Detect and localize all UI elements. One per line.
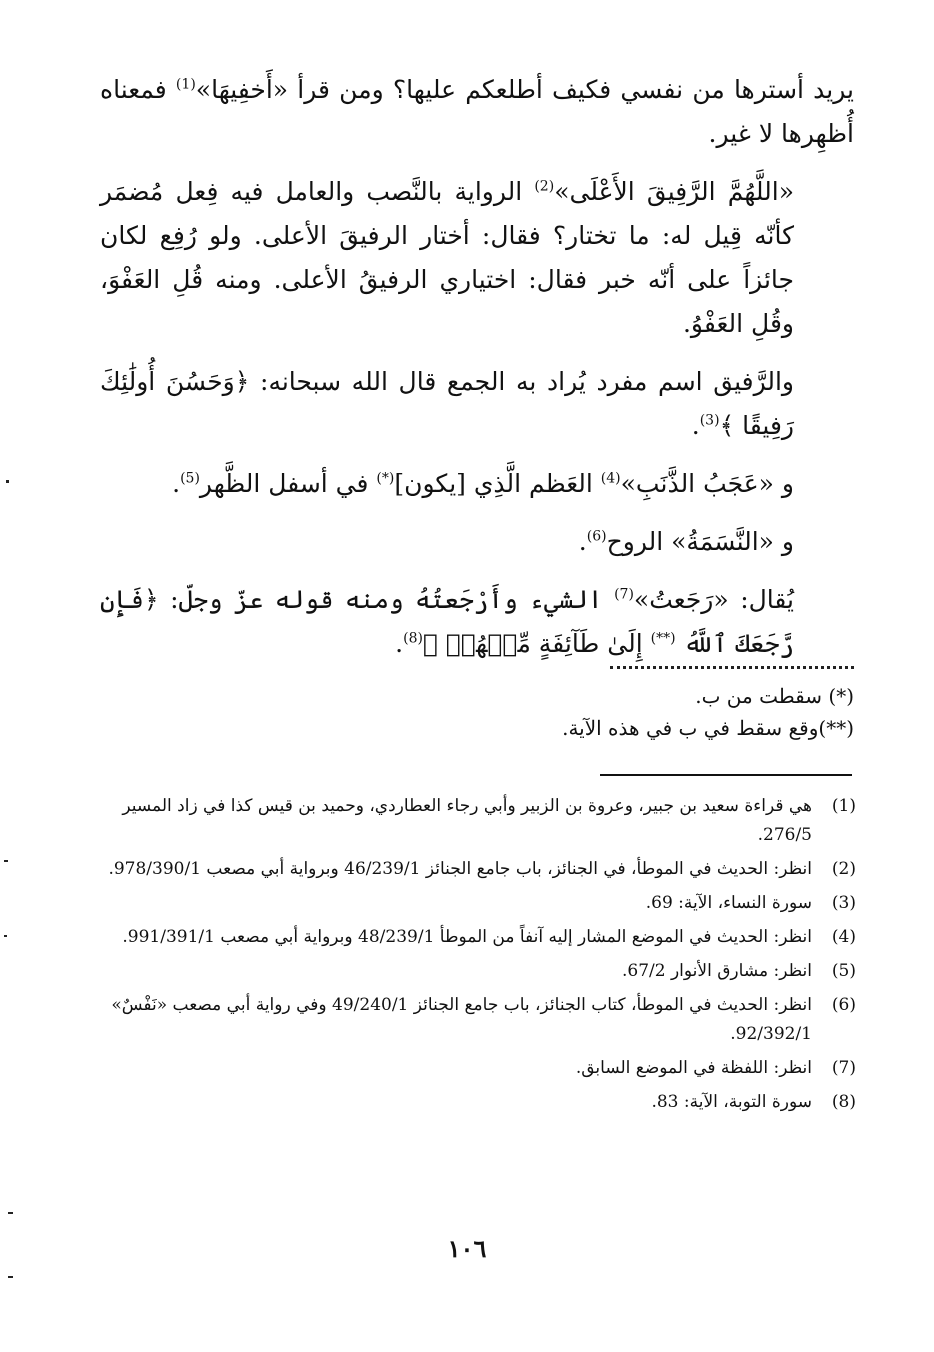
footnote xyxy=(96,923,856,952)
paragraph-text: يريد أسترها من نفسي فكيف أطلعكم عليها؟ ومن قرأ «أَخفِيهَا» xyxy=(195,75,854,104)
paragraph-5 xyxy=(100,520,854,564)
paragraph-text: . xyxy=(395,629,404,658)
note-text: وقع سقط في ب في هذه الآية. xyxy=(562,716,819,740)
footnote-number: (2) xyxy=(831,859,856,879)
page-number: ١٠٦ xyxy=(447,1234,487,1263)
footnote-text: انظر: مشارق الأنوار 67/2. xyxy=(621,961,812,981)
scan-mark xyxy=(4,935,7,937)
scan-mark xyxy=(6,480,9,483)
paragraph-2 xyxy=(100,170,854,346)
footnote xyxy=(96,889,856,918)
paragraph-text: في أسفل الظَّهر xyxy=(199,469,377,498)
main-text xyxy=(100,68,854,680)
note-mark: (*) xyxy=(828,684,854,708)
dotted-separator xyxy=(610,652,854,669)
footnotes xyxy=(96,792,856,1122)
footnote-text: انظر: الحديث في الموضع المشار إليه آنفاً من الموطأ 48/239/1 وبرواية أبي مصعب 991/391/1. xyxy=(122,927,812,947)
editor-note xyxy=(94,680,854,712)
editor-note-ref: (**) xyxy=(650,630,676,647)
editor-notes xyxy=(94,680,854,744)
footnote-number: (1) xyxy=(831,796,856,816)
footnote-text: انظر: الحديث في الموطأ، كتاب الجنائز، باب جامع الجنائز 49/240/1 وفي رواية أبي مصعب «نَفْسٌ» 92/392/1. xyxy=(111,995,812,1044)
footnote-text: سورة التوبة، الآية: 83. xyxy=(651,1092,812,1112)
paragraph-text: الرواية بالنَّصب والعامل فيه فِعل مُضمَر كأنّه قِيل له: ما تختار؟ فقال: أختار الرفيقَ الأعلى. ولو رُفِع لكان جائزاً على أنّه خبر فقال: اختياري الرفيقُ الأعلى. ومنه قُلِ العَفْوَ، وقُلِ العَفْوُ. xyxy=(100,177,794,338)
footnote-number: (7) xyxy=(831,1058,856,1078)
footnote-number: (3) xyxy=(831,893,856,913)
scan-mark xyxy=(4,860,8,862)
scan-mark xyxy=(8,1276,13,1278)
footnote-number: (4) xyxy=(831,927,856,947)
footnote-ref: (7) xyxy=(614,586,634,603)
paragraph-text: و «النَّسَمَةُ» الروح xyxy=(606,527,794,556)
paragraph-text: . xyxy=(691,411,700,440)
footnote-ref: (6) xyxy=(586,528,607,545)
footnote-text: انظر: اللفظة في الموضع السابق. xyxy=(575,1058,812,1078)
footnote-ref: (3) xyxy=(699,412,720,429)
footnote xyxy=(96,957,856,986)
footnote-number: (6) xyxy=(831,995,856,1015)
paragraph-4 xyxy=(100,462,854,506)
footnote-ref: (8) xyxy=(403,630,423,647)
paragraph-text: إِلَىٰ طَآئِفَةٍ مِّنۡهُمۡ ﴾ xyxy=(422,629,651,658)
paragraph-text: . xyxy=(172,469,181,498)
paragraph-text: و «عَجَبُ الذَّنَبِ» xyxy=(620,469,794,498)
footnote xyxy=(96,792,856,850)
paragraph-text: فمعناه أُظهِرها لا غير. xyxy=(100,75,854,148)
footnote-number: (5) xyxy=(831,961,856,981)
editor-note-ref: (*) xyxy=(376,470,395,487)
footnote-ref: (1) xyxy=(175,76,196,93)
footnote-ref: (4) xyxy=(600,470,621,487)
footnote xyxy=(96,1054,856,1083)
footnote-ref: (2) xyxy=(534,178,555,195)
paragraph-1 xyxy=(100,68,854,156)
footnote-text: انظر: الحديث في الموطأ، في الجنائز، باب جامع الجنائز 46/239/1 وبرواية أبي مصعب 978/390/1. xyxy=(108,859,812,879)
note-text: سقطت من ب. xyxy=(695,684,829,708)
note-mark: (**) xyxy=(818,716,854,740)
paragraph-text: العَظم الَّذِي [يكون] xyxy=(394,469,601,498)
paragraph-text: الشيء وأَرْجَعتُهُ ومنه قوله عزّ وجلّ: ﴿فَإِن رَّجَعَكَ ٱللَّهُ xyxy=(100,585,794,658)
footnote-rule xyxy=(600,774,852,776)
footnote xyxy=(96,855,856,884)
paragraph-3 xyxy=(100,360,854,448)
footnote-number: (8) xyxy=(831,1092,856,1112)
footnote xyxy=(96,1088,856,1117)
paragraph-text: والرَّفيق اسم مفرد يُراد به الجمع قال الله سبحانه: ﴿وَحَسُنَ أُولَٰئِكَ رَفِيقًا ﴾ xyxy=(100,367,794,440)
footnote-ref: (5) xyxy=(180,470,200,487)
scan-mark xyxy=(8,1212,13,1214)
footnote xyxy=(96,991,856,1049)
footnote-text: سورة النساء، الآية: 69. xyxy=(645,893,812,913)
paragraph-text: «اللَّهُمَّ الرَّفِيقَ الأَعْلَى» xyxy=(554,177,794,206)
footnote-text: هي قراءة سعيد بن جبير، وعروة بن الزبير وأبي رجاء العطاردي، وحميد بن قيس كذا في زاد المسير 276/5. xyxy=(122,796,812,845)
paragraph-text: يُقال: «رَجَعتُ» xyxy=(633,585,795,614)
editor-note xyxy=(94,712,854,744)
paragraph-text: . xyxy=(578,527,587,556)
